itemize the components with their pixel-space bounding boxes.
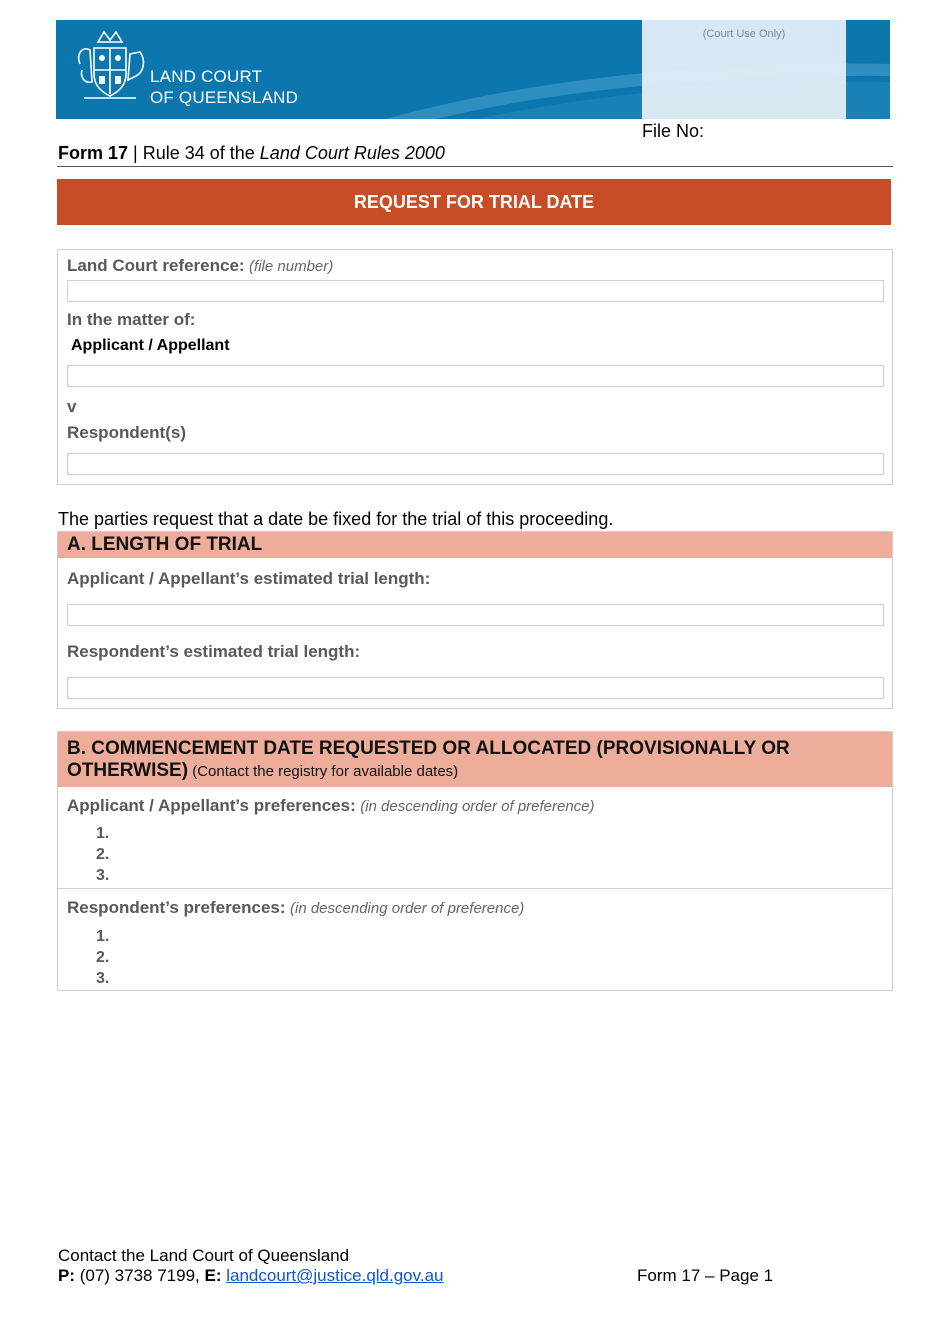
reference-label: Land Court reference: <box>67 256 245 275</box>
court-name-line1: LAND COURT <box>150 67 263 86</box>
section-length-of-trial <box>57 531 893 709</box>
applicant-label: Applicant / Appellant <box>71 337 230 354</box>
phone-label: P: <box>58 1266 75 1285</box>
applicant-preference-3[interactable]: 3. <box>96 867 110 884</box>
applicant-field[interactable] <box>67 365 884 387</box>
respondent-trial-length-field[interactable] <box>67 677 884 699</box>
respondent-preference-3[interactable]: 3. <box>96 970 110 987</box>
intro-text: The parties request that a date be fixed for the trial of this proceeding. <box>58 509 614 529</box>
respondent-preferences-label: Respondent’s preferences: <box>67 898 286 917</box>
respondent-preference-2[interactable]: 2. <box>96 949 110 966</box>
queensland-coat-of-arms-icon <box>70 24 150 104</box>
form-number: Form 17 <box>58 143 129 163</box>
court-name-line2: OF QUEENSLAND <box>150 88 299 107</box>
file-no-label: File No: <box>642 121 705 141</box>
section-b-heading <box>58 732 892 787</box>
section-b-heading-line1: B. COMMENCEMENT DATE REQUESTED OR ALLOCATED (PROVISIONALLY OR <box>67 738 790 759</box>
form-title: REQUEST FOR TRIAL DATE <box>57 179 891 225</box>
divider <box>57 166 893 167</box>
section-commencement-date <box>57 731 893 991</box>
respondent-preferences-hint: (in descending order of preference) <box>290 900 525 917</box>
applicant-preferences-label-row <box>67 796 595 816</box>
respondent-preference-1[interactable]: 1. <box>96 928 110 945</box>
email-link[interactable]: landcourt@justice.qld.gov.au <box>226 1266 444 1285</box>
applicant-trial-length-label: Applicant / Appellant’s estimated trial length: <box>67 569 431 588</box>
reference-label-row <box>67 256 333 276</box>
respondent-field[interactable] <box>67 453 884 475</box>
court-use-box <box>642 20 846 119</box>
applicant-preference-2[interactable]: 2. <box>96 846 110 863</box>
form-reference-line <box>58 143 445 164</box>
matter-label: In the matter of: <box>67 310 196 329</box>
footer-contact: Contact the Land Court of Queensland <box>58 1246 350 1265</box>
email-label: E: <box>204 1266 222 1285</box>
section-b-heading-line2: OTHERWISE) <box>67 760 189 781</box>
section-a-heading: A. LENGTH OF TRIAL <box>58 532 892 558</box>
applicant-preferences-label: Applicant / Appellant’s preferences: <box>67 796 356 815</box>
phone-number: (07) 3738 7199, <box>75 1266 205 1285</box>
applicant-preferences-hint: (in descending order of preference) <box>360 798 595 815</box>
page-number: Form 17 – Page 1 <box>637 1266 774 1285</box>
form-rules-title: Land Court Rules 2000 <box>259 143 445 163</box>
versus-label: v <box>67 397 77 416</box>
applicant-trial-length-field[interactable] <box>67 604 884 626</box>
footer-contact-details <box>58 1266 444 1286</box>
form-rule-text: | Rule 34 of the <box>128 143 260 163</box>
reference-hint: (file number) <box>249 258 334 275</box>
reference-field[interactable] <box>67 280 884 302</box>
matter-details-section <box>57 249 893 485</box>
respondent-trial-length-label: Respondent’s estimated trial length: <box>67 642 361 661</box>
divider <box>58 888 892 889</box>
applicant-preference-1[interactable]: 1. <box>96 825 110 842</box>
respondent-label: Respondent(s) <box>67 423 186 442</box>
section-b-heading-note: (Contact the registry for available dates) <box>188 763 459 780</box>
court-use-label: (Court Use Only) <box>702 28 786 40</box>
respondent-preferences-label-row <box>67 898 524 918</box>
court-name <box>150 66 298 108</box>
